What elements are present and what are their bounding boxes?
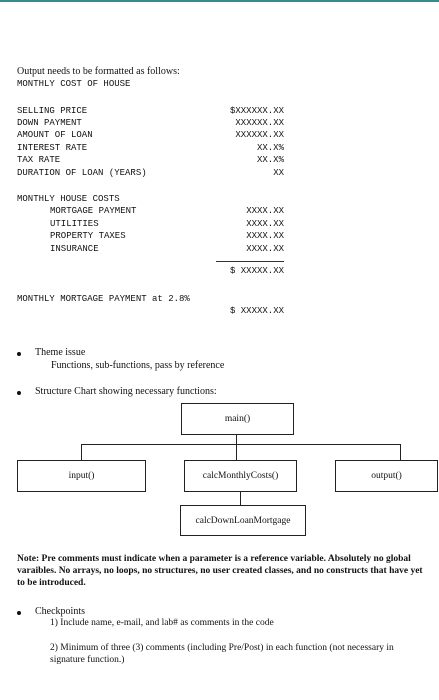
summary-value: XXXXXX.XX (235, 130, 284, 140)
summary-label: DURATION OF LOAN (YEARS) (17, 168, 147, 178)
mortgage-line: MONTHLY MORTGAGE PAYMENT at 2.8% (17, 294, 190, 304)
output-function-box: output() (335, 460, 438, 492)
costs-heading: MONTHLY HOUSE COSTS (17, 194, 120, 204)
summary-value: XXXXXX.XX (235, 118, 284, 128)
mortgage-value: $ XXXXX.XX (229, 306, 284, 316)
costs-total: $ XXXXX.XX (229, 266, 284, 276)
bullet-icon (17, 391, 21, 395)
summary-value: XX.X% (256, 143, 284, 153)
bullet-icon (17, 352, 21, 356)
connector-line (81, 444, 82, 460)
summary-label: AMOUNT OF LOAN (17, 130, 93, 140)
cost-label: INSURANCE (50, 244, 99, 254)
summary-label: TAX RATE (17, 155, 61, 165)
cost-value: XXXX.XX (246, 219, 284, 229)
total-rule (216, 261, 284, 262)
cost-label: UTILITIES (50, 219, 99, 229)
connector-line (400, 444, 401, 460)
summary-label: SELLING PRICE (17, 106, 88, 116)
cost-label: PROPERTY TAXES (50, 231, 126, 241)
connector-line (236, 444, 237, 460)
theme-title: Theme issue (35, 347, 86, 358)
theme-text: Functions, sub-functions, pass by reference (51, 360, 225, 371)
summary-value: XX.X% (256, 155, 284, 165)
structure-title: Structure Chart showing necessary functions: (35, 386, 217, 397)
cost-label: MORTGAGE PAYMENT (50, 206, 137, 216)
summary-label: DOWN PAYMENT (17, 118, 82, 128)
summary-value: $XXXXXX.XX (229, 106, 284, 116)
checkpoint-item: 1) Include name, e-mail, and lab# as comments in the code (50, 618, 274, 628)
main-function-box: main() (181, 403, 294, 435)
summary-label: INTEREST RATE (17, 143, 88, 153)
cost-value: XXXX.XX (246, 231, 284, 241)
summary-value: XX (273, 168, 284, 178)
intro-text: Output needs to be formatted as follows: (17, 66, 180, 77)
connector-line (240, 491, 241, 505)
calc-down-loan-mortgage-box: calcDownLoanMortgage (180, 505, 306, 536)
top-border (0, 0, 439, 2)
connector-line (81, 444, 401, 445)
input-function-box: input() (17, 460, 146, 492)
cost-value: XXXX.XX (246, 206, 284, 216)
checkpoint-item: 2) Minimum of three (3) comments (including Pre/Post) in each function (not necessary in signature function.) (50, 643, 394, 665)
report-heading: MONTHLY COST OF HOUSE (17, 79, 131, 89)
calc-monthly-costs-box: calcMonthlyCosts() (184, 460, 297, 492)
note-text: Note: Pre comments must indicate when a parameter is a reference variable. Absolutely no global varaibles. No arrays, no loops, no structures, no user created classes, and no constructs that have yet to be introduced. (17, 554, 423, 588)
bullet-icon (17, 611, 21, 615)
connector-line (236, 434, 237, 444)
cost-value: XXXX.XX (246, 244, 284, 254)
checkpoints-title: Checkpoints (35, 606, 85, 617)
